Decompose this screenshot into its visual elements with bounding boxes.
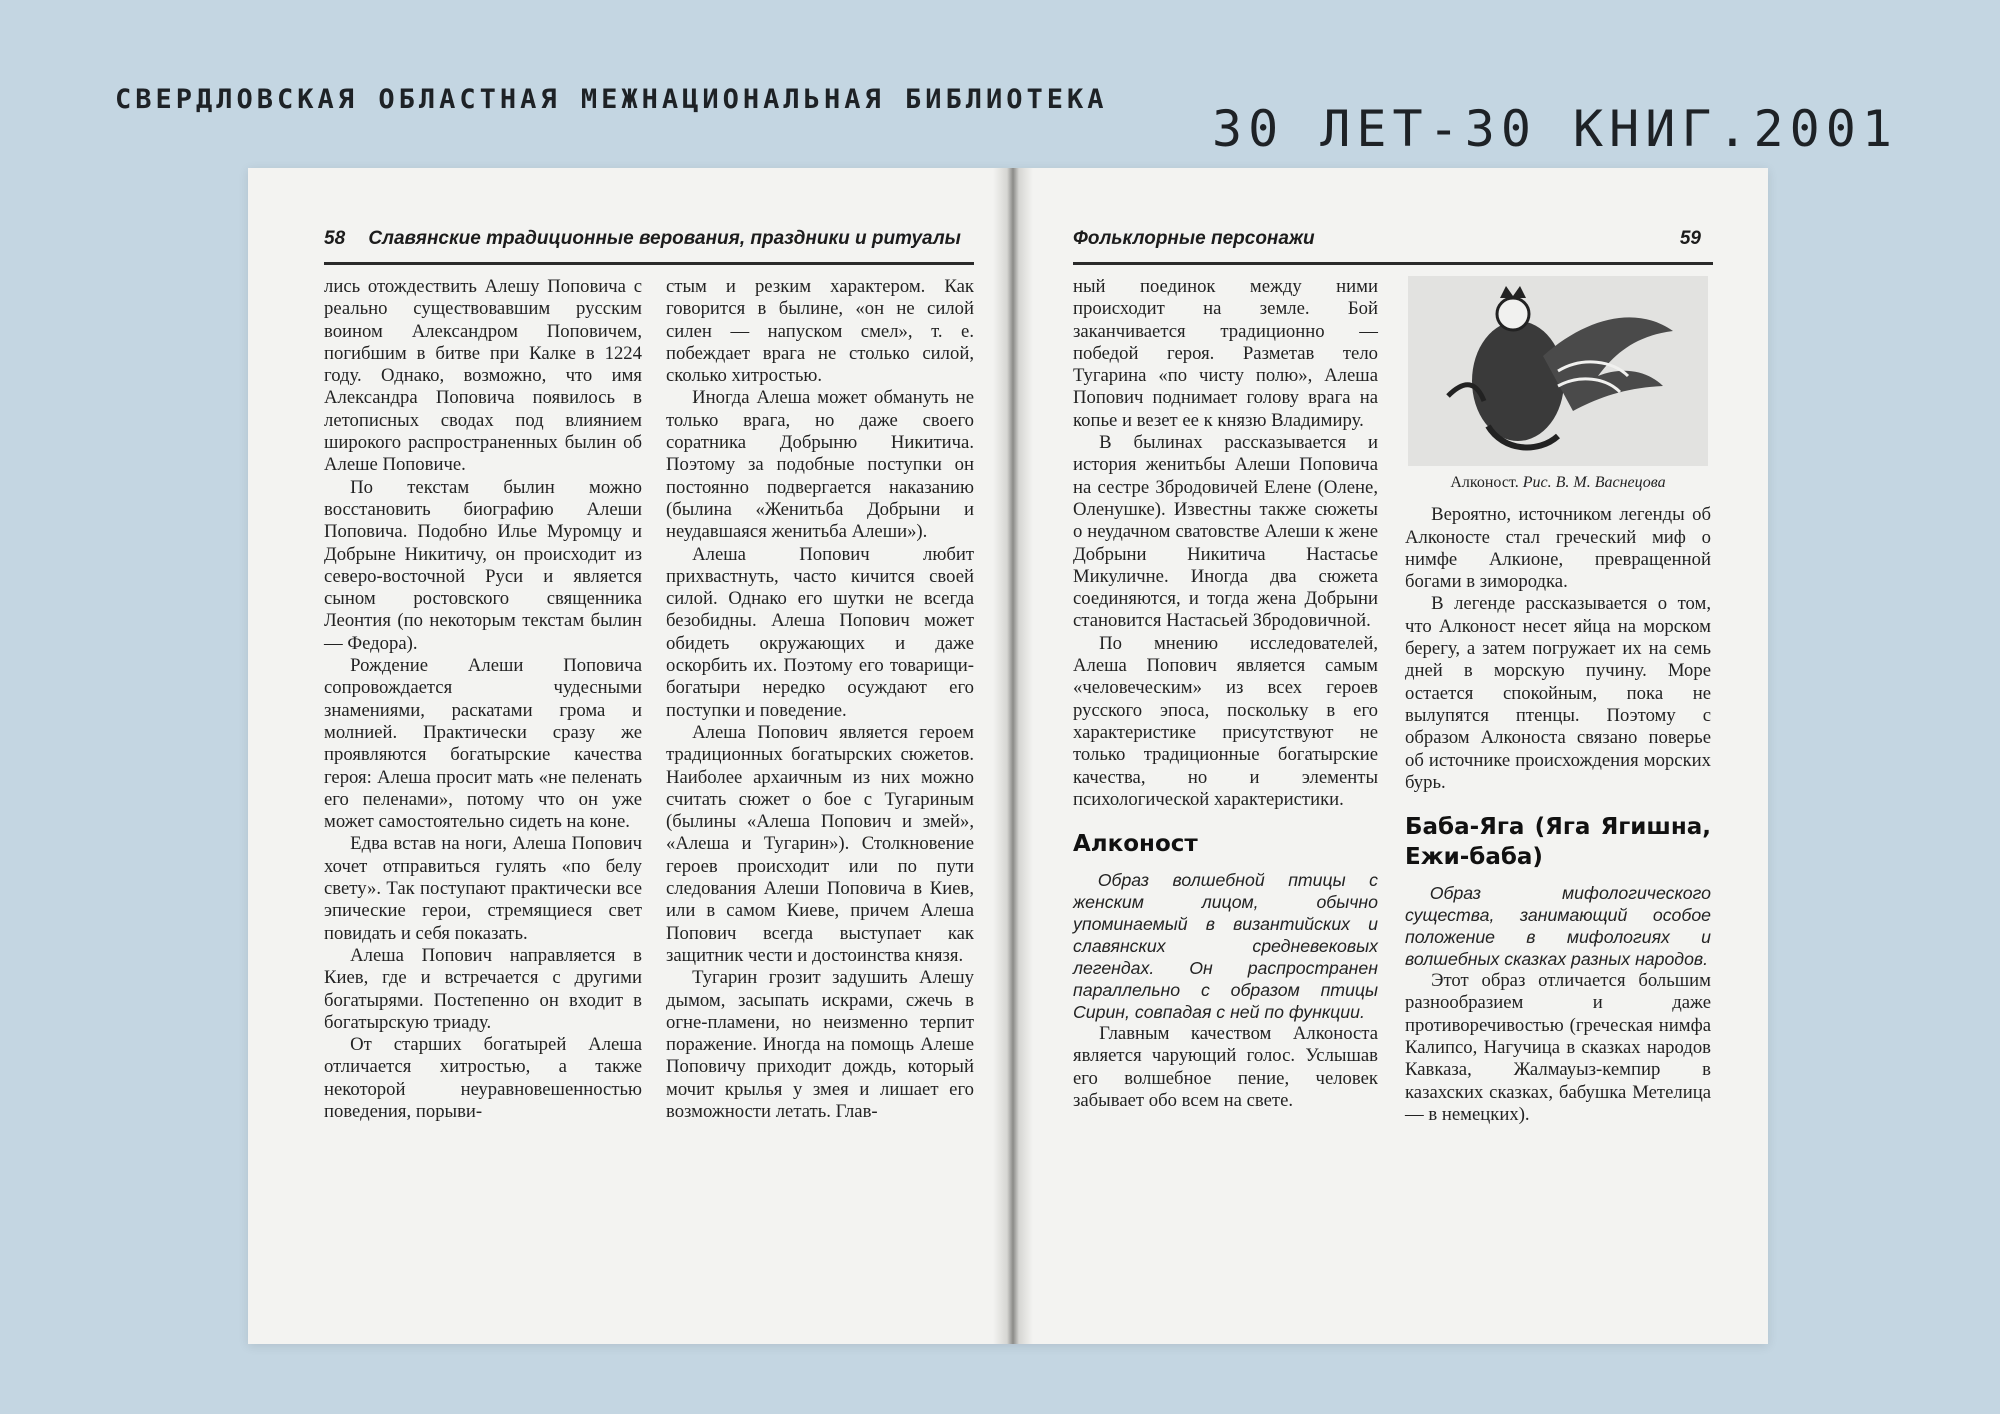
paragraph: Алеша Попович направляется в Киев, где и встречается с другими богатырями. Постепенно он входит в богатырскую триаду. [324, 944, 642, 1033]
series-title: 30 ЛЕТ-30 КНИГ.2001 [1212, 100, 1898, 158]
alkonost-illustration [1408, 276, 1708, 466]
left-running-head [324, 228, 974, 265]
illustration-caption [1405, 472, 1711, 494]
right-running-head-text: Фольклорные персонажи [1073, 228, 1315, 249]
paragraph: Этот образ отличается большим разнообразием и даже противоречивостью (греческая нимфа Калипсо, Нагучица в сказках народов Кавказа, Жалмауыз-кемпир в казахских сказках, бабушка Метелица — в немецких). [1405, 970, 1711, 1125]
section-heading-baba-yaga: Баба-Яга (Яга Ягишна, Ежи-баба) [1405, 814, 1711, 871]
paragraph: Рождение Алеши Поповича сопровождается чудесными знамениями, раскатами грома и молнией. Практически сразу же проявляются богатырские качества героя: Алеша просит мать «не пеленать его пеленами», потому что он уже может самостоятельно сидеть на коне. [324, 655, 642, 833]
left-column-1 [324, 276, 642, 1123]
paragraph: Главным качеством Алконоста является чарующий голос. Услышав его волшебное пение, человек забывает обо всем на свете. [1073, 1023, 1378, 1112]
caption-name: Алконост. [1450, 474, 1519, 491]
paragraph: Алеша Попович является героем традиционных богатырских сюжетов. Наиболее архаичным из них можно считать сюжет о бое с Тугариным (былины «Алеша Попович и змей», «Алеша и Тугарин»). Столкновение героев происходит или по пути следования Алеши Поповича в Киев, или в самом Киеве, причем Алеша Попович всегда выступает как защитник чести и достоинства князя. [666, 721, 974, 966]
right-running-head [1073, 228, 1713, 265]
section-heading-alkonost: Алконост [1073, 831, 1198, 858]
left-page [248, 168, 993, 1344]
left-running-head-text: Славянские традиционные верования, праздники и ритуалы [368, 228, 961, 249]
section-intro: Образ мифологического существа, занимающий особое положение в мифологиях и волшебных сказках разных народов. [1405, 883, 1711, 970]
paragraph: ный поединок между ними происходит на земле. Бой заканчивается традиционно — победой героя. Разметав тело Тугарина «по чисту полю», Алеша Попович поднимает голову врага на копье и везет ее к князю Владимиру. [1073, 276, 1378, 431]
paragraph: Иногда Алеша может обмануть не только врага, но даже своего соратника Добрыню Никитича. Поэтому за подобные поступки он постоянно подвергается наказанию (былина «Женитьба Добрыни и неудавшаяся женитьба Алеши»). [666, 387, 974, 543]
book-spine [993, 168, 1033, 1344]
paragraph: В былинах рассказывается и история женитьбы Алеши Поповича на сестре Збродовичей Елене (Олене, Оленушке). Известны также сюжеты о неудачном сватовстве Алеши к жене Добрыни Никитича Настасье Микуличне. Иногда два сюжета соединяются, и тогда жена Добрыни становится Настасьей Збродовичной. [1073, 432, 1378, 632]
paragraph: Едва встав на ноги, Алеша Попович хочет отправиться гулять «по белу свету». Так поступают практически все эпические герои, стремящиеся свет повидать и себя показать. [324, 833, 642, 944]
right-column-1 [1073, 276, 1378, 1112]
right-page-number: 59 [1679, 228, 1701, 249]
paragraph: Вероятно, источником легенды об Алконосте стал греческий миф о нимфе Алкионе, превращенной богами в зимородка. [1405, 504, 1711, 593]
left-page-number: 58 [324, 228, 346, 249]
paragraph: По мнению исследователей, Алеша Попович является самым «человеческим» из всех героев русского эпоса, поскольку в его характеристике присутствуют не только традиционные богатырские качества, но и элементы психологической характеристики. [1073, 632, 1378, 810]
paragraph: Алеша Попович любит прихвастнуть, часто кичится своей силой. Однако его шутки не всегда безобидны. Алеша Попович может обидеть окружающих и даже оскорбить их. Поэтому его товарищи-богатыри нередко осуждают его поступки и поведение. [666, 543, 974, 721]
paragraph: Тугарин грозит задушить Алешу дымом, засыпать искрами, сжечь в огне-пламени, но неизменно терпит поражение. Иногда на помощь Алеше Поповичу приходит дождь, который мочит крылья у змея и лишает его возможности летать. Глав- [666, 967, 974, 1122]
paragraph: лись отождествить Алешу Поповича с реально существовавшим русским воином Александром Поповичем, погибшим в битве при Калке в 1224 году. Однако, возможно, что имя Александра Поповича появилось в летописных сводах под влиянием широкого распространенных былин об Алеше Поповиче. [324, 276, 642, 476]
paragraph: От старших богатырей Алеша отличается хитростью, а также некоторой неуравновешенностью поведения, порыви- [324, 1034, 642, 1122]
library-title: СВЕРДЛОВСКАЯ ОБЛАСТНАЯ МЕЖНАЦИОНАЛЬНАЯ БИБЛИОТЕКА [115, 84, 1108, 115]
paragraph: В легенде рассказывается о том, что Алконост несет яйца на морском берегу, а затем погружает их на семь дней в морскую пучину. Море остается спокойным, пока не вылупятся птенцы. Поэтому с образом Алконоста связано поверье об источнике происхождения морских бурь. [1405, 593, 1711, 793]
caption-credit: Рис. В. М. Васнецова [1522, 474, 1666, 491]
right-column-2 [1405, 276, 1711, 1126]
bird-woman-drawing [1408, 276, 1708, 466]
right-page [1033, 168, 1768, 1344]
paragraph: стым и резким характером. Как говорится в былине, «он не силой силен — напуском смел», т. е. побеждает врага не столько силой, сколько хитростью. [666, 276, 974, 387]
open-book [248, 168, 1768, 1344]
left-column-2 [666, 276, 974, 1123]
section-intro: Образ волшебной птицы с женским лицом, обычно упоминаемый в византийских и славянских средневековых легендах. Он распространен параллельно с образом птицы Сирин, совпадая с ней по функции. [1073, 870, 1378, 1023]
paragraph: По текстам былин можно восстановить биографию Алеши Поповича. Подобно Илье Муромцу и Добрыне Никитичу, он происходит из северо-восточной Руси и является сыном ростовского священника Леонтия (по некоторым текстам былин — Федора). [324, 476, 642, 654]
